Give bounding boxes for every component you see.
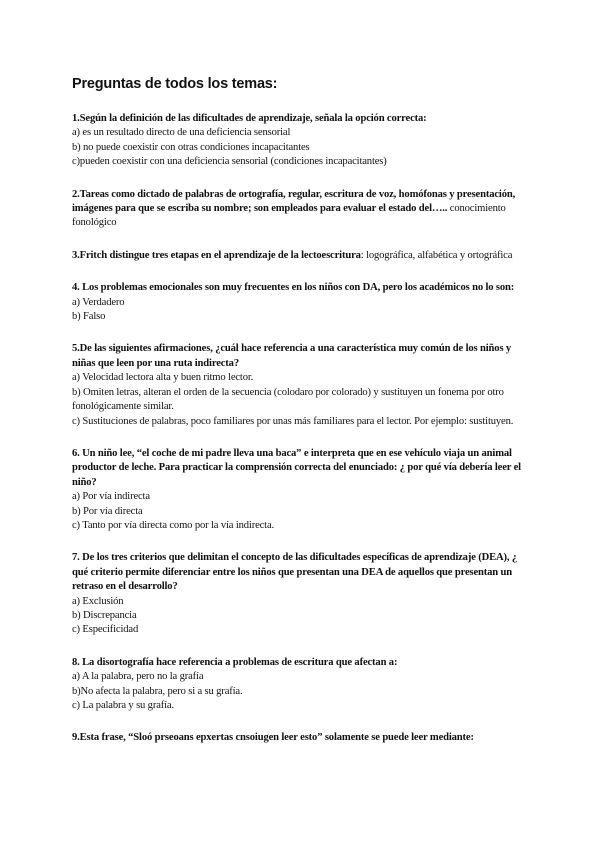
question-6 (72, 447, 528, 533)
document-page (72, 75, 528, 764)
question-text (72, 249, 528, 263)
question-3 (72, 249, 528, 263)
option-b: b)No afecta la palabra, pero si a su grafía. (72, 685, 243, 697)
page-title: Preguntas de todos los temas: (72, 76, 278, 92)
option-b: b) Falso (72, 311, 106, 323)
option-a: a) Verdadero (72, 296, 125, 308)
option-c: c) Sustituciones de palabras, poco familiares por unas más familiares para el lector. Por ejemplo: sustituyen. (72, 415, 514, 427)
question-text (72, 188, 528, 231)
option-a: a) Por vía indirecta (72, 491, 150, 503)
question-1 (72, 112, 528, 170)
question-prompt: 3.Fritch distingue tres etapas en el aprendizaje de la lectoescritura (72, 249, 361, 261)
question-8 (72, 656, 528, 714)
question-text: 1.Según la definición de las dificultades de aprendizaje, señala la opción correcta: (72, 113, 427, 124)
option-a: a) A la palabra, pero no la grafía (72, 671, 204, 683)
question-prompt: 2.Tareas como dictado de palabras de ortografía, regular, escritura de voz, homófonas y presentación, imágenes para que se escriba su nombre; son empleados para evaluar el estado del….. (72, 188, 516, 215)
option-b: b) Discrepancia (72, 609, 137, 621)
option-c: c) La palabra y su grafía. (72, 700, 174, 711)
question-7 (72, 551, 528, 637)
option-c: c)pueden coexistir con una deficiencia sensorial (condiciones incapacitantes) (72, 156, 387, 168)
question-text: 6. Un niño lee, “el coche de mi padre lleva una baca” e interpreta que en ese vehículo viaja un animal productor de leche. Para practicar la comprensión correcta del enunciado: ¿ por qué vía debería leer el niño? (72, 447, 521, 488)
question-9 (72, 731, 528, 745)
option-c: c) Especificidad (72, 624, 139, 636)
option-a: a) Velocidad lectora alta y buen ritmo lector. (72, 372, 254, 384)
option-c: c) Tanto por vía directa como por la vía indirecta. (72, 519, 275, 531)
question-text: 9.Esta frase, “Sloó prseoans epxertas cnsoiugen leer esto” solamente se puede leer mediante: (72, 732, 474, 744)
option-b: b) Por vía directa (72, 505, 143, 517)
option-b: b) Omiten letras, alteran el orden de la secuencia (colodaro por colorado) y sustituyen un fonema por otro fonológicamente similar. (72, 386, 504, 413)
question-text: 7. De los tres criterios que delimitan el concepto de las dificultades específicas de aprendizaje (DEA), ¿ qué criterio permite diferenciar entre los niños que presentan una DEA de aquellos que presentan un retraso en el desarrollo? (72, 552, 518, 593)
question-text: 4. Los problemas emocionales son muy frecuentes en los niños con DA, pero los académicos no lo son: (72, 282, 515, 294)
question-5 (72, 342, 528, 428)
option-b: b) no puede coexistir con otras condiciones incapacitantes (72, 141, 310, 153)
question-answer: conocimiento fonológico (72, 203, 506, 229)
option-a: a) es un resultado directo de una deficiencia sensorial (72, 127, 291, 139)
question-2 (72, 188, 528, 231)
question-text: 8. La disortografía hace referencia a problemas de escritura que afectan a: (72, 656, 398, 668)
option-a: a) Exclusión (72, 595, 124, 607)
question-answer: : logográfica, alfabética y ortográfica (360, 249, 513, 261)
question-text: 5.De las siguientes afirmaciones, ¿cuál hace referencia a una característica muy común de los niños y niñas que leen por una ruta indirecta? (72, 343, 512, 369)
question-4 (72, 281, 528, 324)
